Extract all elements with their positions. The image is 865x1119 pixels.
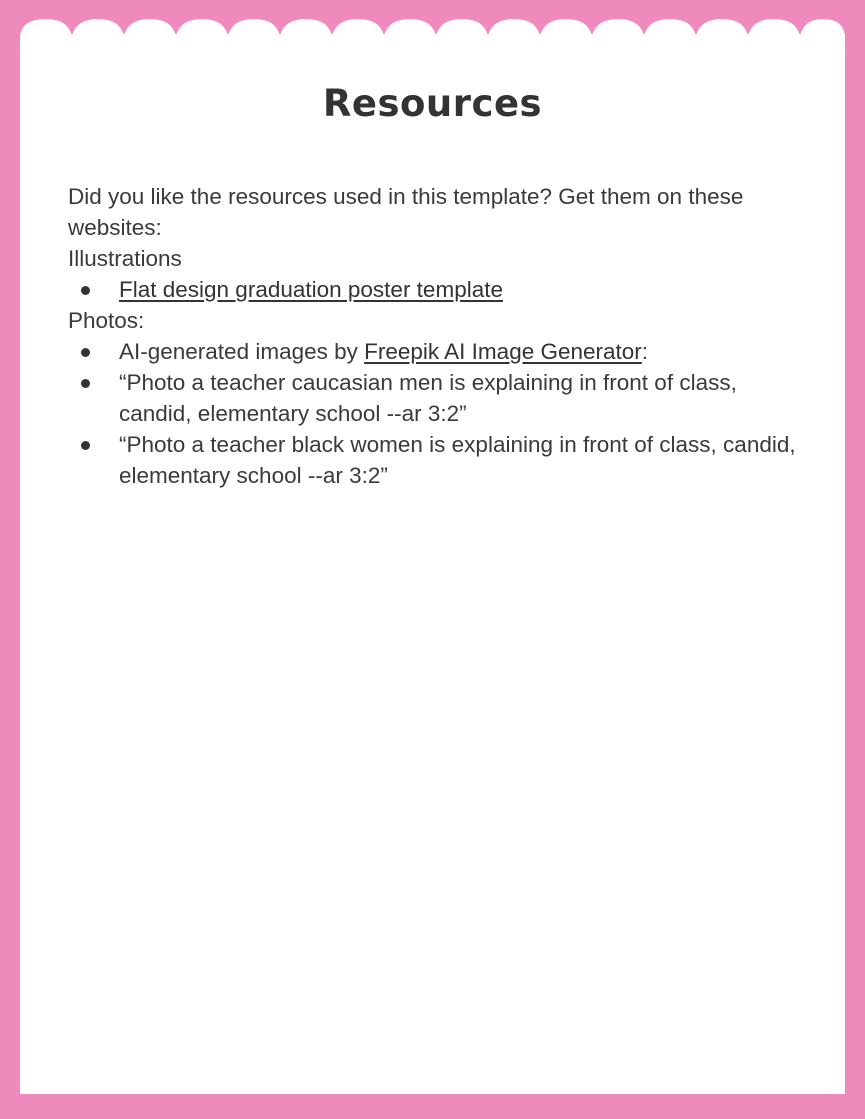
- bullet-icon: [81, 286, 90, 295]
- resources-body: [68, 181, 798, 491]
- ai-images-prefix: AI-generated images by: [119, 339, 365, 364]
- list-item: [68, 336, 798, 367]
- photos-list: [68, 336, 798, 491]
- section-heading-illustrations: Illustrations: [68, 246, 182, 271]
- bullet-icon: [81, 441, 90, 450]
- bullet-icon: [81, 379, 90, 388]
- list-item: [68, 429, 798, 491]
- bullet-icon: [81, 348, 90, 357]
- list-item: [68, 367, 798, 429]
- freepik-ai-generator-link[interactable]: Freepik AI Image Generator: [364, 339, 642, 364]
- flat-design-poster-link[interactable]: Flat design graduation poster template: [119, 277, 503, 302]
- page-title: Resources: [322, 82, 543, 125]
- intro-text: Did you like the resources used in this template? Get them on these websites:: [68, 184, 744, 240]
- ai-images-suffix: :: [641, 339, 649, 364]
- illustrations-list: [68, 274, 798, 305]
- list-item: [68, 274, 798, 305]
- prompt-teacher-men: “Photo a teacher caucasian men is explaining in front of class, candid, elementary school --ar 3:2”: [119, 370, 737, 426]
- prompt-teacher-women: “Photo a teacher black women is explaining in front of class, candid, elementary school --ar 3:2”: [119, 432, 796, 488]
- section-heading-photos: Photos:: [68, 308, 145, 333]
